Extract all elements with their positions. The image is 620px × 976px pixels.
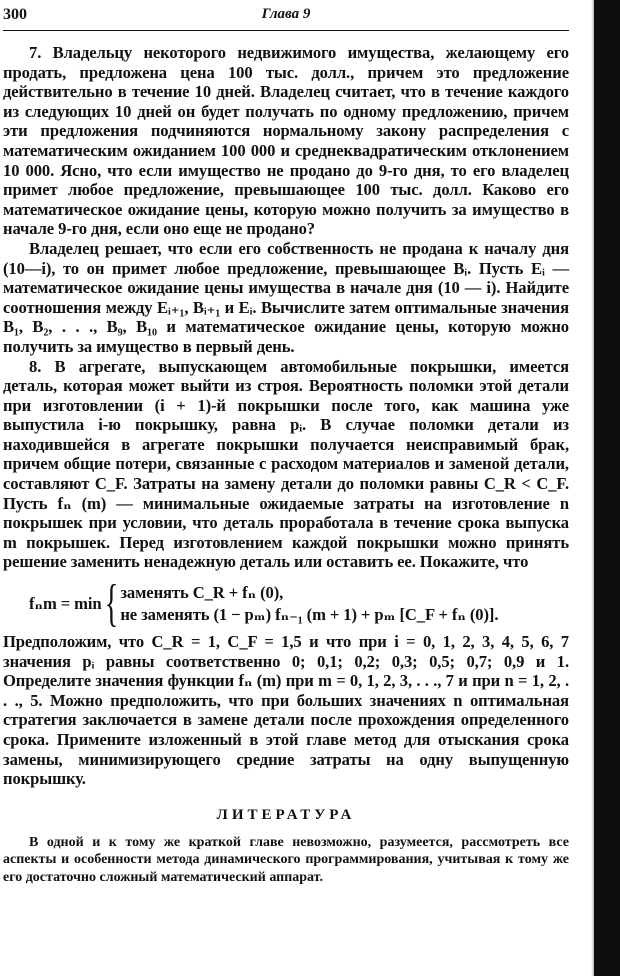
formula-lhs: fₙm = min	[29, 594, 102, 614]
problem-7-continuation: Владелец решает, что если его собственность не продана к началу дня (10—i), то он примет любое предложение, превышающее Bᵢ. Пусть Eᵢ — математическое ожидание цены имущества в начале дня (10 — i). Найдите соотношения между Eᵢ₊₁, Bᵢ₊₁ и Eᵢ. Вычислите затем оптимальные значения B₁, B₂, . . ., B₉, B₁₀ и математическое ожидание цены, которую можно получить за имущество в первый день.	[3, 238, 569, 356]
recurrence-formula	[29, 575, 569, 633]
formula-case-keep: не заменять (1 − pₘ) fₙ₋₁ (m + 1) + pₘ [C_F + fₙ (0)].	[120, 605, 499, 625]
problem-7-paragraph: 7. Владельцу некоторого недвижимого имущества, желающему его продать, предложена цена 100 тыс. долл., причем это предложение действительно в течение 10 дней. Владелец считает, что в течение каждого из следующих 10 дней он будет получать по одному предложению, причем эти предложения подчиняются нормальному закону распределения с математическим ожиданием 100 000 и среднеквадратическим отклонением 10 000. Ясно, что если имущество не продано до 9-го дня, то его владелец примет любое предложение, превышающее 100 тыс. долл. Каково его математическое ожидание цены, которую можно получить за имущество в начале 9-го дня, если оно еще не продано?	[3, 43, 569, 239]
page-number: 300	[3, 6, 27, 23]
scan-edge-bar	[594, 0, 620, 976]
literature-heading: ЛИТЕРАТУРА	[216, 806, 356, 823]
formula-cases	[120, 582, 498, 626]
literature-text	[3, 834, 569, 887]
problem-8-continuation: Предположим, что C_R = 1, C_F = 1,5 и что при i = 0, 1, 2, 3, 4, 5, 6, 7 значения pᵢ равны соответственно 0; 0,1; 0,2; 0,3; 0,5; 0,7; 0,9 и 1. Определите значения функции fₙ (m) при m = 0, 1, 2, 3, . . ., 7 и при n = 1, 2, . . ., 5. Можно предположить, что при больших значениях n оптимальная стратегия заключается в замене детали после прохождения определенного срока. Примените изложенный в этой главе метод для отыскания срока замены, минимизирующего средние затраты на одну выпущенную покрышку.	[3, 632, 569, 789]
chapter-title: Глава 9	[261, 6, 311, 22]
formula-brace: {	[105, 575, 119, 633]
page-header	[3, 6, 569, 31]
book-page	[3, 6, 569, 886]
literature-paragraph: В одной и к тому же краткой главе невозможно, разумеется, рассмотреть все аспекты и особенности метода динамического программирования, учитывая к тому же его достаточно сложный математический аппарат.	[3, 834, 569, 885]
formula-case-replace: заменять C_R + fₙ (0),	[120, 583, 284, 603]
problem-8-paragraph: 8. В агрегате, выпускающем автомобильные покрышки, имеется деталь, которая может выйти из строя. Вероятность поломки этой детали при изготовлении (i + 1)-й покрышки после того, как машина уже выпустила i-ю покрышку, равна pᵢ. В случае поломки детали из находившейся в агрегате покрышки получается неисправимый брак, причем общие потери, связанные с расходом материалов и заменой детали, составляют C_F. Затраты на замену детали до поломки равны C_R < C_F. Пусть fₙ (m) — минимальные ожидаемые затраты на изготовление n покрышек при условии, что деталь проработала в течение срока выпуска m покрышек. Перед изготовлением каждой покрышки можно принять решение заменить ненадежную деталь или оставить ее. Покажите, что	[3, 356, 569, 572]
main-text	[3, 43, 569, 789]
